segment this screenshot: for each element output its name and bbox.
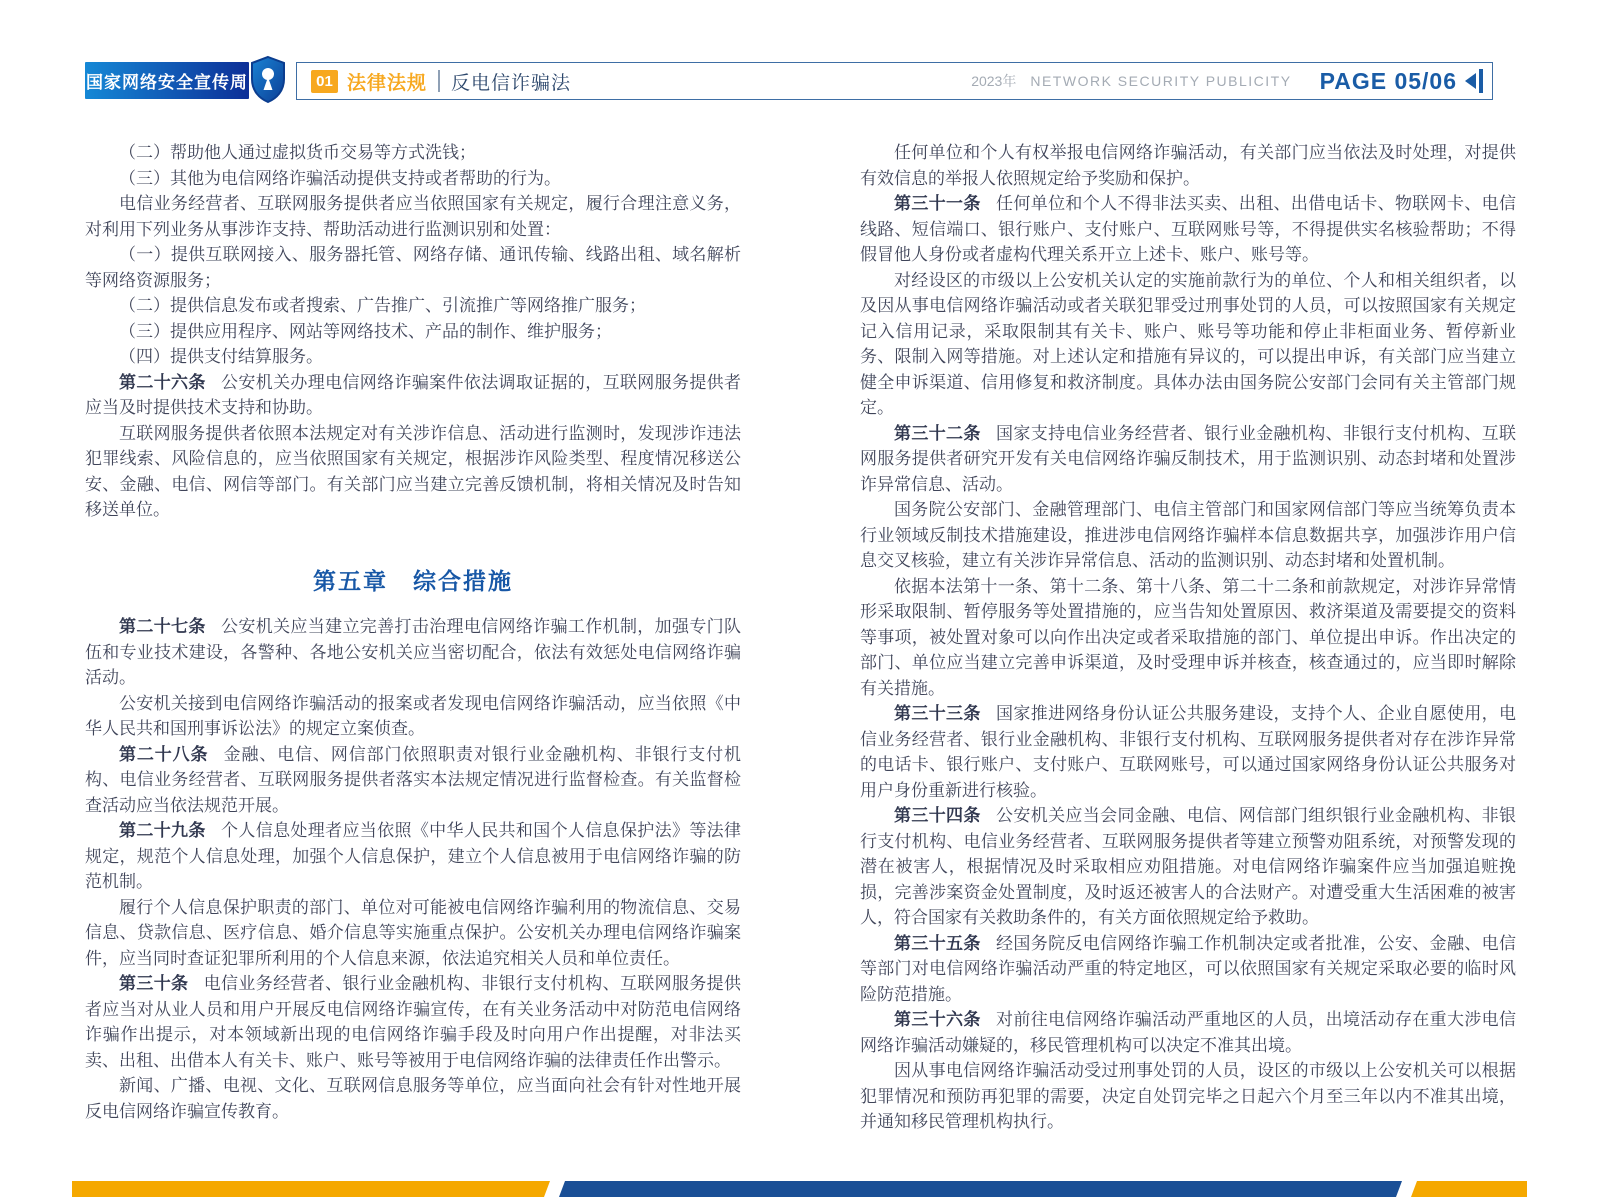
paragraph: （四）提供支付结算服务。 bbox=[119, 347, 323, 366]
paragraph: （三）提供应用程序、网站等网络技术、产品的制作、维护服务； bbox=[119, 321, 612, 341]
article-number: 第三十三条 bbox=[894, 704, 981, 723]
paragraph: 任何单位和个人有权举报电信网络诈骗活动，有关部门应当依法及时处理，对提供有效信息的举报人依照规定给予奖励和保护。 bbox=[860, 143, 1516, 188]
paragraph: 第二十八条 金融、电信、网信部门依照职责对银行业金融机构、非银行支付机构、电信业务经营者、互联网服务提供者落实本法规定情况进行监督检查。有关监督检查活动应当依法规范开展。 bbox=[85, 744, 742, 815]
paragraph: （一）提供互联网接入、服务器托管、网络存储、通讯传输、线路出租、域名解析等网络资源服务； bbox=[85, 245, 741, 290]
article-number: 第二十六条 bbox=[119, 372, 206, 392]
paragraph: 第二十七条 公安机关应当建立完善打击治理电信网络诈骗工作机制，加强专门队伍和专业技术建设，各警种、各地公安机关应当密切配合，依法有效惩处电信网络诈骗活动。 bbox=[85, 617, 742, 687]
triangle-bar-icon bbox=[1479, 69, 1483, 93]
paragraph: 第三十一条 任何单位和个人不得非法买卖、出租、出借电话卡、物联网卡、电信线路、短信端口、银行账户、支付账户、互联网账号等，不得提供实名核验帮助；不得假冒他人身份或者虚构代理关系开立上述卡、账户、账号等。 bbox=[860, 194, 1517, 264]
shield-keyhole-icon bbox=[249, 55, 287, 105]
header-bar bbox=[296, 62, 1493, 100]
article-number: 第三十六条 bbox=[894, 1010, 981, 1029]
paragraph: 第三十二条 国家支持电信业务经营者、银行业金融机构、非银行支付机构、互联网服务提供者研究开发有关电信网络诈骗反制技术，用于监测识别、动态封堵和处置涉诈异常信息、活动。 bbox=[860, 423, 1517, 494]
subtitle-en: NETWORK SECURITY PUBLICITY bbox=[1030, 73, 1292, 89]
article-number: 第三十四条 bbox=[894, 806, 981, 825]
paragraph: （二）帮助他人通过虚拟货币交易等方式洗钱； bbox=[119, 143, 476, 162]
footer-segment-blue bbox=[559, 1181, 1402, 1197]
paragraph: 依据本法第十一条、第十二条、第十八条、第二十二条和前款规定，对涉诈异常情形采取限制、暂停服务等处置措施的，应当告知处置原因、救济渠道及需要提交的资料等事项，被处置对象可以向作出决定或者采取措施的部门、单位提出申诉。作出决定的部门、单位应当建立完善申诉渠道，及时受理申诉并核查，核查通过的，应当即时解除有关措施。 bbox=[860, 576, 1516, 698]
paragraph: （三）其他为电信网络诈骗活动提供支持或者帮助的行为。 bbox=[119, 168, 561, 188]
triangle-left-icon bbox=[1465, 73, 1476, 89]
paragraph: 新闻、广播、电视、文化、互联网信息服务等单位，应当面向社会有针对性地开展反电信网络诈骗宣传教育。 bbox=[85, 1076, 741, 1121]
paragraph: 第三十六条 对前往电信网络诈骗活动严重地区的人员，出境活动存在重大涉电信网络诈骗活动嫌疑的，移民管理机构可以决定不准其出境。 bbox=[860, 1010, 1517, 1055]
paragraph: 国务院公安部门、金融管理部门、电信主管部门和国家网信部门等应当统筹负责本行业领域反制技术措施建设，推进涉电信网络诈骗样本信息数据共享，加强涉诈用户信息交叉核验，建立有关涉诈异常信息、活动的监测识别、动态封堵和处置机制。 bbox=[860, 500, 1516, 570]
footer-segment-orange-right bbox=[1411, 1181, 1527, 1197]
article-number: 第三十条 bbox=[119, 974, 189, 993]
footer-bar bbox=[72, 1181, 1527, 1197]
event-badge: 国家网络安全宣传周 bbox=[85, 62, 249, 99]
paragraph: 互联网服务提供者依照本法规定对有关涉诈信息、活动进行监测时，发现涉诈违法犯罪线索、风险信息的，应当依照国家有关规定，根据涉诈风险类型、程度情况移送公安、金融、电信、网信等部门。有关部门应当建立完善反馈机制，将相关情况及时告知移送单位。 bbox=[85, 423, 741, 519]
paragraph: 因从事电信网络诈骗活动受过刑事处罚的人员，设区的市级以上公安机关可以根据犯罪情况和预防再犯罪的需要，决定自处罚完毕之日起六个月至三年以内不准其出境，并通知移民管理机构执行。 bbox=[860, 1061, 1516, 1131]
year-label: 2023年 bbox=[971, 73, 1017, 89]
category-number-chip: 01 bbox=[311, 70, 338, 93]
left-column bbox=[85, 140, 741, 1124]
right-column bbox=[860, 140, 1516, 1135]
paragraph: （二）提供信息发布或者搜索、广告推广、引流推广等网络推广服务； bbox=[119, 296, 646, 315]
document-title: 反电信诈骗法 bbox=[451, 72, 572, 94]
article-number: 第三十五条 bbox=[894, 933, 981, 953]
paragraph: 第三十四条 公安机关应当会同金融、电信、网信部门组织银行业金融机构、非银行支付机构、电信业务经营者、互联网服务提供者等建立预警劝阻系统，对预警发现的潜在被害人，根据情况及时采取相应劝阻措施。对电信网络诈骗案件应当加强追赃挽损，完善涉案资金处置制度，及时返还被害人的合法财产。对遭受重大生活困难的被害人，符合国家有关救助条件的，有关方面依照规定给予救助。 bbox=[860, 806, 1517, 927]
paragraph: 第三十三条 国家推进网络身份认证公共服务建设，支持个人、企业自愿使用，电信业务经营者、银行业金融机构、非银行支付机构、互联网服务提供者对存在涉诈异常的电话卡、银行账户、支付账户、互联网账号，可以通过国家网络身份认证公共服务对用户身份重新进行核验。 bbox=[860, 704, 1517, 800]
chapter-heading: 第五章 综合措施 bbox=[313, 567, 513, 594]
paragraph: 公安机关接到电信网络诈骗活动的报案或者发现电信网络诈骗活动，应当依照《中华人民共和国刑事诉讼法》的规定立案侦查。 bbox=[85, 693, 741, 738]
paragraph: 电信业务经营者、互联网服务提供者应当依照国家有关规定，履行合理注意义务，对利用下列业务从事涉诈支持、帮助活动进行监测识别和处置： bbox=[85, 194, 741, 239]
article-number: 第二十八条 bbox=[119, 744, 209, 764]
page-number: PAGE 05/06 bbox=[1319, 67, 1457, 94]
article-number: 第二十九条 bbox=[119, 821, 206, 840]
paragraph: 对经设区的市级以上公安机关认定的实施前款行为的单位、个人和相关组织者，以及因从事电信网络诈骗活动或者关联犯罪受过刑事处罚的人员，可以按照国家有关规定记入信用记录，采取限制其有关卡、账户、账号等功能和停止非柜面业务、暂停新业务、限制入网等措施。对上述认定和措施有异议的，可以提出申诉，有关部门应当建立健全申诉渠道、信用修复和救济制度。具体办法由国务院公安部门会同有关主管部门规定。 bbox=[860, 270, 1516, 417]
header-divider bbox=[438, 70, 440, 92]
paragraph: 第三十条 电信业务经营者、银行业金融机构、非银行支付机构、互联网服务提供者应当对从业人员和用户开展反电信网络诈骗宣传，在有关业务活动中对防范电信网络诈骗作出提示，对本领域新出现的电信网络诈骗手段及时向用户作出提醒，对非法买卖、出租、出借本人有关卡、账户、账号等被用于电信网络诈骗的法律责任作出警示。 bbox=[85, 974, 742, 1070]
article-number: 第三十一条 bbox=[894, 194, 981, 213]
article-number: 第二十七条 bbox=[119, 617, 206, 636]
category-label: 法律法规 bbox=[347, 72, 428, 94]
footer-segment-orange-left bbox=[72, 1181, 550, 1197]
paragraph: 第二十六条 公安机关办理电信网络诈骗案件依法调取证据的，互联网服务提供者应当及时提供技术支持和协助。 bbox=[85, 372, 742, 417]
paragraph: 履行个人信息保护职责的部门、单位对可能被电信网络诈骗利用的物流信息、交易信息、贷款信息、医疗信息、婚介信息等实施重点保护。公安机关办理电信网络诈骗案件，应当同时查证犯罪所利用的个人信息来源，依法追究相关人员和单位责任。 bbox=[85, 897, 741, 968]
article-number: 第三十二条 bbox=[894, 423, 981, 443]
paragraph: 第三十五条 经国务院反电信网络诈骗工作机制决定或者批准，公安、金融、电信等部门对电信网络诈骗活动严重的特定地区，可以依照国家有关规定采取必要的临时风险防范措施。 bbox=[860, 933, 1517, 1004]
paragraph: 第二十九条 个人信息处理者应当依照《中华人民共和国个人信息保护法》等法律规定，规范个人信息处理，加强个人信息保护，建立个人信息被用于电信网络诈骗的防范机制。 bbox=[85, 821, 742, 891]
